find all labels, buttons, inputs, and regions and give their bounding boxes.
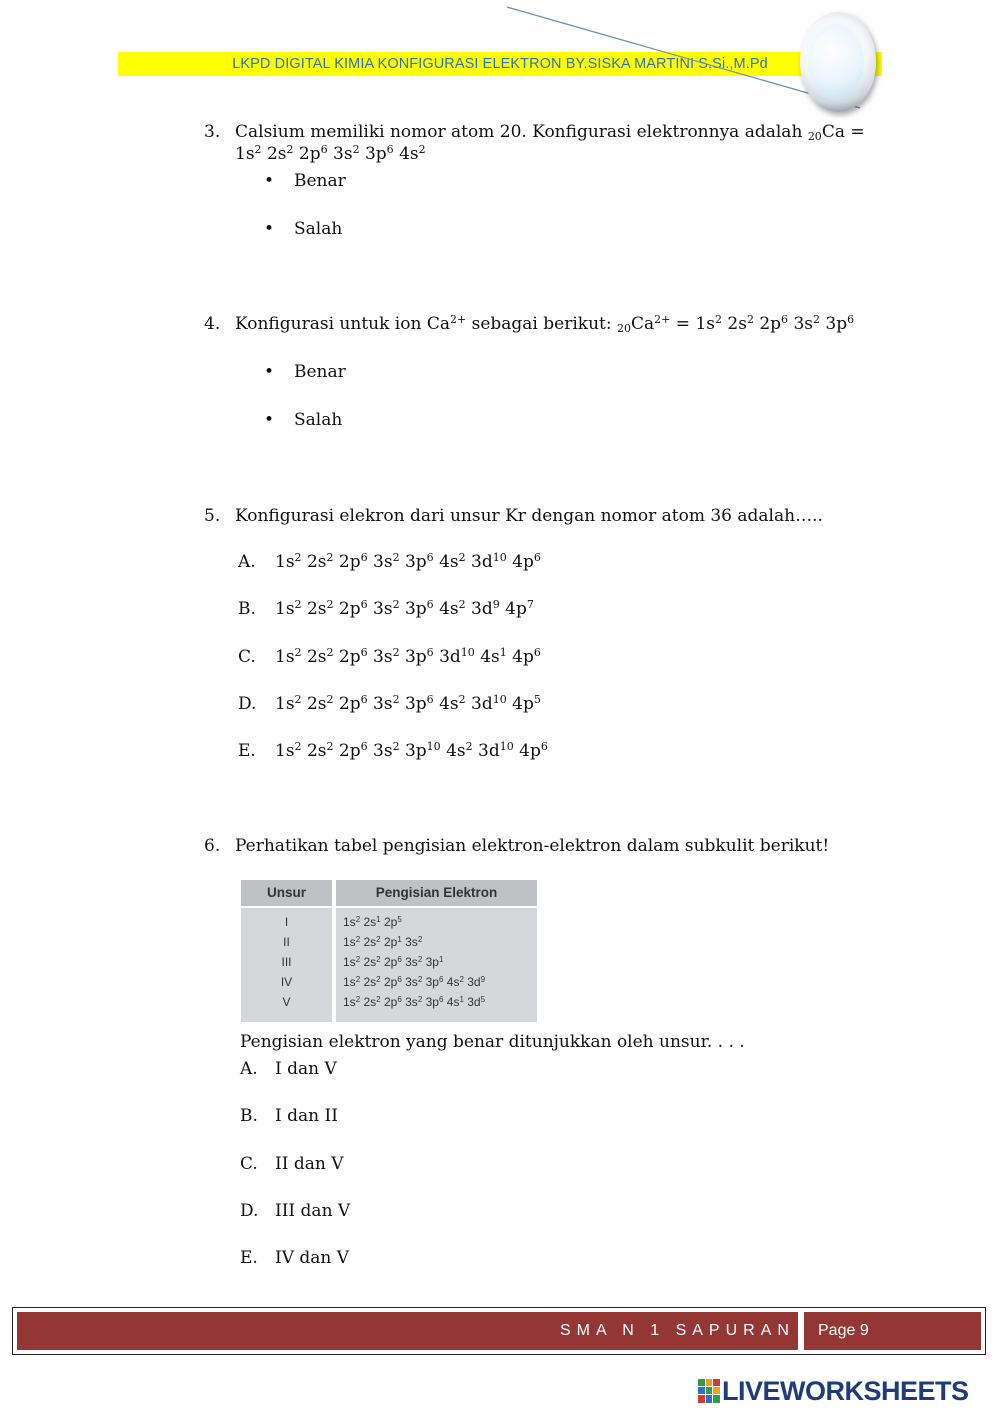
option-letter: A. [240, 1059, 258, 1079]
orbital-electron-count: 10 [460, 646, 475, 659]
orbital-label: 1s [343, 915, 356, 929]
orbital-label: 2s [363, 955, 377, 969]
option-text: III dan V [275, 1201, 351, 1221]
orbital-term [793, 314, 820, 334]
question-text: Konfigurasi untuk ion $Ca^{2+}$ sebagai berikut: $_{20}Ca^{2+} = 1s^2$ $2s^2$ $2p^6$ $3s^2$ $3p^6$ [235, 313, 855, 335]
orbital-electron-count: 2 [392, 693, 400, 706]
orbital-term [307, 599, 334, 619]
orbital-term [365, 144, 394, 164]
orbital-label: 3s [373, 647, 393, 667]
orbital-term [343, 915, 360, 929]
orbital-electron-count: 6 [438, 975, 444, 984]
orbital-label: 4s [439, 694, 459, 714]
orbital-electron-count: 2 [326, 551, 334, 564]
orbital-label: 3p [425, 995, 439, 1009]
orbital-term [439, 694, 466, 714]
orbital-label: 1s [275, 647, 295, 667]
orbital-electron-count: 10 [492, 693, 507, 706]
bullet-icon: • [264, 410, 275, 430]
option-letter: B. [240, 1106, 258, 1126]
orbital-label: 2p [383, 935, 398, 949]
orbital-term [343, 975, 360, 989]
orbital-term [505, 599, 534, 619]
orbital-electron-count: 2 [294, 646, 302, 659]
orbital-term [307, 647, 334, 667]
orbital-term [363, 935, 380, 949]
orbital-label: 2s [306, 694, 327, 714]
table-cell-configuration [343, 952, 443, 972]
orbital-term [373, 552, 400, 572]
electron-configuration [695, 314, 854, 334]
orbital-electron-count: 2 [355, 915, 361, 924]
option-letter: B. [238, 599, 256, 619]
orbital-label: 2s [363, 975, 377, 989]
orbital-electron-count: 2 [376, 935, 381, 944]
orbital-label: 3p [825, 314, 848, 334]
orbital-electron-count: 6 [360, 598, 368, 611]
orbital-label: 2s [363, 995, 377, 1009]
orbital-electron-count: 10 [492, 551, 507, 564]
orbital-electron-count: 2 [746, 313, 754, 326]
orbital-label: 2s [266, 144, 287, 164]
orbital-term [333, 144, 360, 164]
orbital-term [307, 741, 334, 761]
question-number: 6. [204, 836, 221, 856]
orbital-term [307, 694, 334, 714]
orbital-label: 4s [446, 995, 460, 1009]
footer-school-name: SMA N 1 SAPURAN [560, 1322, 795, 1339]
orbital-electron-count: 2 [294, 551, 302, 564]
orbital-electron-count: 1 [397, 935, 402, 944]
orbital-label: 4s [439, 599, 459, 619]
orbital-label: 2p [338, 694, 361, 714]
option-configuration [275, 646, 541, 668]
orbital-label: 1s [275, 599, 295, 619]
orbital-electron-count: 2 [326, 740, 334, 753]
orbital-label: 2s [363, 915, 377, 929]
orbital-electron-count: 2 [254, 143, 262, 156]
orbital-term [405, 975, 422, 989]
orbital-term [343, 995, 360, 1009]
orbital-label: 2p [383, 995, 398, 1009]
option-configuration [275, 551, 541, 573]
orbital-electron-count: 2 [326, 646, 334, 659]
orbital-term [759, 314, 788, 334]
orbital-label: 3s [405, 955, 418, 969]
orbital-electron-count: 6 [533, 551, 541, 564]
orbital-label: 4p [505, 599, 527, 619]
orbital-term [727, 314, 754, 334]
orbital-label: 3d [467, 975, 481, 989]
orbital-label: 3d [471, 552, 493, 572]
orbital-label: 2p [338, 647, 361, 667]
liveworksheets-logo-icon [698, 1379, 720, 1403]
orbital-electron-count: 6 [360, 740, 368, 753]
orbital-label: 4p [519, 741, 541, 761]
orbital-label: 2s [727, 314, 747, 334]
table-header-pengisian: Pengisian Elektron [375, 885, 498, 900]
table-cell-configuration [343, 912, 402, 932]
orbital-label: 1s [275, 552, 295, 572]
orbital-electron-count: 6 [426, 693, 434, 706]
orbital-electron-count: 2 [417, 955, 423, 964]
orbital-label: 2p [383, 975, 398, 989]
orbital-label: 2s [306, 552, 327, 572]
orbital-electron-count: 7 [526, 598, 534, 611]
orbital-term [373, 694, 400, 714]
table-cell-unsur: III [281, 955, 292, 969]
orbital-label: 2p [383, 955, 398, 969]
orbital-term [384, 995, 402, 1009]
orbital-term [339, 599, 368, 619]
orbital-term [405, 995, 422, 1009]
orbital-term [519, 741, 548, 761]
orbital-term [384, 935, 402, 949]
orbital-term [384, 955, 402, 969]
orbital-electron-count: 2 [355, 995, 361, 1004]
orbital-term [384, 975, 402, 989]
orbital-label: 4s [439, 552, 459, 572]
orbital-electron-count: 2 [459, 975, 464, 984]
orbital-term [405, 955, 422, 969]
option-configuration [275, 740, 548, 762]
orbital-electron-count: 2 [392, 598, 400, 611]
question-number: 3. [204, 122, 221, 142]
orbital-electron-count: 5 [397, 915, 402, 924]
decorative-sphere-highlight [808, 24, 864, 100]
orbital-electron-count: 6 [360, 551, 368, 564]
orbital-electron-count: 2 [458, 693, 466, 706]
orbital-label: 1s [275, 741, 295, 761]
bullet-icon: • [264, 171, 275, 191]
orbital-label: 1s [235, 144, 255, 164]
orbital-label: 2s [306, 647, 327, 667]
orbital-term [405, 741, 441, 761]
option-configuration [275, 693, 541, 715]
option-label: Salah [294, 410, 343, 430]
orbital-label: 4p [512, 647, 534, 667]
electron-filling-table [241, 880, 537, 1022]
footer-divider [798, 1312, 804, 1350]
orbital-term [235, 144, 262, 164]
orbital-term [467, 975, 485, 989]
orbital-label: 4s [399, 144, 419, 164]
orbital-label: 2p [298, 144, 321, 164]
table-header-unsur: Unsur [266, 885, 306, 900]
orbital-term [339, 694, 368, 714]
orbital-label: 4s [480, 647, 500, 667]
orbital-label: 3s [405, 975, 418, 989]
orbital-electron-count: 6 [386, 143, 394, 156]
orbital-electron-count: 6 [438, 995, 444, 1004]
orbital-term [426, 955, 444, 969]
orbital-electron-count: 2 [376, 955, 381, 964]
liveworksheets-watermark: LIVEWORKSHEETS [722, 1376, 969, 1406]
question-text: Calsium memiliki nomor atom 20. Konfigurasi elektronnya adalah $_{20}$Ca = $1s^2$ $2s^2$ $2p^6$ $3s^2$ $3p^6$ $4s^2$ [235, 122, 865, 164]
bullet-icon: • [264, 362, 275, 382]
question-number: 4. [204, 314, 221, 334]
orbital-term [363, 975, 380, 989]
orbital-term [373, 599, 400, 619]
orbital-term [275, 647, 302, 667]
orbital-electron-count: 2 [392, 646, 400, 659]
question-6-prompt [240, 1031, 745, 1053]
orbital-term [446, 741, 473, 761]
orbital-electron-count: 5 [533, 693, 541, 706]
orbital-electron-count: 2 [294, 740, 302, 753]
orbital-term [471, 599, 500, 619]
prompt-text: Pengisian elektron yang benar ditunjukkan oleh unsur. . . . [240, 1032, 745, 1052]
orbital-label: 4s [446, 975, 460, 989]
orbital-term [343, 935, 360, 949]
table-cell-configuration [343, 932, 422, 952]
option-letter: D. [238, 694, 257, 714]
orbital-label: 3d [471, 694, 493, 714]
orbital-term [447, 975, 464, 989]
option-letter: E. [240, 1248, 258, 1268]
orbital-electron-count: 6 [397, 955, 402, 964]
option-configuration [275, 598, 534, 620]
header-title: LKPD DIGITAL KIMIA KONFIGURASI ELEKTRON BY.SISKA MARTINI S.Si.,M.Pd [232, 56, 768, 72]
orbital-label: 3s [793, 314, 813, 334]
orbital-label: 3s [405, 995, 418, 1009]
orbital-term [363, 955, 380, 969]
orbital-electron-count: 1 [376, 915, 381, 924]
option-letter: A. [238, 552, 256, 572]
orbital-term [512, 647, 541, 667]
orbital-term [439, 552, 466, 572]
orbital-electron-count: 2 [465, 740, 473, 753]
orbital-label: 3s [373, 552, 393, 572]
orbital-term [480, 647, 507, 667]
orbital-electron-count: 2 [376, 975, 381, 984]
orbital-term [471, 552, 507, 572]
orbital-term [825, 314, 854, 334]
orbital-electron-count: 2 [813, 313, 820, 326]
orbital-label: 2s [306, 599, 327, 619]
orbital-term [467, 995, 485, 1009]
orbital-label: 2p [759, 314, 782, 334]
orbital-term [405, 599, 434, 619]
orbital-term [447, 995, 464, 1009]
table-cell-unsur: II [283, 935, 290, 949]
orbital-label: 3s [373, 694, 393, 714]
orbital-label: 3d [478, 741, 500, 761]
option-text: I dan II [275, 1106, 338, 1126]
orbital-electron-count: 6 [360, 646, 368, 659]
orbital-term [363, 995, 380, 1009]
orbital-term [405, 694, 434, 714]
orbital-electron-count: 2 [326, 693, 334, 706]
orbital-term [399, 144, 426, 164]
orbital-label: 1s [343, 995, 356, 1009]
orbital-electron-count: 2 [417, 995, 423, 1004]
orbital-electron-count: 2 [458, 551, 466, 564]
orbital-term [405, 935, 422, 949]
orbital-electron-count: 2 [352, 143, 360, 156]
orbital-electron-count: 6 [426, 551, 434, 564]
orbital-label: 2p [338, 599, 361, 619]
orbital-term [471, 694, 507, 714]
orbital-label: 3p [404, 599, 427, 619]
orbital-term [339, 552, 368, 572]
orbital-label: 3d [471, 599, 493, 619]
orbital-term [275, 552, 302, 572]
option-text: II dan V [275, 1154, 344, 1174]
orbital-electron-count: 6 [397, 995, 402, 1004]
table-cell-unsur: I [284, 915, 289, 929]
orbital-label: 3p [404, 647, 427, 667]
orbital-electron-count: 6 [781, 313, 789, 326]
orbital-electron-count: 1 [438, 955, 444, 964]
orbital-term [373, 647, 400, 667]
option-letter: D. [240, 1201, 259, 1221]
orbital-term [512, 694, 541, 714]
question-text: Konfigurasi elekron dari unsur Kr dengan nomor atom 36 adalah….. [235, 506, 823, 526]
question-text: Perhatikan tabel pengisian elektron-elektron dalam subkulit berikut! [235, 836, 830, 856]
orbital-label: 2s [363, 935, 377, 949]
option-text: I dan V [275, 1059, 337, 1079]
orbital-label: 3s [333, 144, 353, 164]
orbital-electron-count: 2 [458, 598, 466, 611]
orbital-electron-count: 5 [480, 995, 486, 1004]
table-cell-configuration [343, 972, 485, 992]
table-divider [336, 906, 537, 908]
table-cell-unsur: IV [280, 975, 293, 989]
orbital-electron-count: 6 [360, 693, 368, 706]
orbital-term [307, 552, 334, 572]
orbital-label: 3d [467, 995, 481, 1009]
orbital-term [439, 647, 475, 667]
orbital-electron-count: 6 [847, 313, 855, 326]
orbital-electron-count: 2 [326, 598, 334, 611]
orbital-electron-count: 1 [459, 995, 464, 1004]
orbital-label: 3s [405, 935, 418, 949]
orbital-electron-count: 10 [426, 740, 441, 753]
orbital-label: 3p [425, 955, 439, 969]
orbital-electron-count: 2 [376, 995, 381, 1004]
bullet-icon: • [264, 219, 275, 239]
orbital-term [363, 915, 380, 929]
orbital-term [405, 552, 434, 572]
orbital-electron-count: 2 [392, 551, 400, 564]
orbital-label: 4p [512, 694, 534, 714]
orbital-label: 3s [373, 599, 393, 619]
orbital-electron-count: 2 [355, 935, 361, 944]
option-letter: C. [240, 1154, 258, 1174]
orbital-term [339, 741, 368, 761]
orbital-label: 3p [404, 694, 427, 714]
orbital-electron-count: 10 [499, 740, 514, 753]
option-label: Benar [294, 362, 346, 382]
orbital-electron-count: 6 [426, 598, 434, 611]
orbital-label: 3p [364, 144, 387, 164]
orbital-electron-count: 6 [320, 143, 328, 156]
orbital-electron-count: 2 [714, 313, 722, 326]
orbital-label: 1s [343, 955, 356, 969]
table-cell-configuration [343, 992, 485, 1012]
orbital-label: 2p [338, 552, 361, 572]
orbital-electron-count: 2 [286, 143, 294, 156]
orbital-electron-count: 6 [540, 740, 548, 753]
orbital-electron-count: 2 [294, 693, 302, 706]
orbital-term [695, 314, 722, 334]
orbital-term [267, 144, 294, 164]
orbital-electron-count: 2 [355, 955, 361, 964]
orbital-electron-count: 6 [397, 975, 402, 984]
orbital-term [384, 915, 402, 929]
orbital-term [275, 741, 302, 761]
orbital-label: 4s [446, 741, 466, 761]
orbital-electron-count: 2 [294, 598, 302, 611]
orbital-term [299, 144, 328, 164]
orbital-term [275, 694, 302, 714]
orbital-label: 3p [404, 741, 427, 761]
orbital-label: 1s [695, 314, 715, 334]
orbital-electron-count: 2 [392, 740, 400, 753]
orbital-label: 2s [306, 741, 327, 761]
question-number: 5. [204, 506, 221, 526]
option-text: IV dan V [275, 1248, 350, 1268]
orbital-label: 3s [373, 741, 393, 761]
orbital-term [426, 995, 444, 1009]
orbital-term [275, 599, 302, 619]
orbital-label: 3p [425, 975, 439, 989]
orbital-label: 2p [383, 915, 398, 929]
orbital-electron-count: 1 [499, 646, 507, 659]
orbital-label: 3p [404, 552, 427, 572]
orbital-term [512, 552, 541, 572]
table-cell-unsur: V [282, 995, 291, 1009]
option-letter: C. [238, 647, 256, 667]
orbital-electron-count: 6 [533, 646, 541, 659]
orbital-electron-count: 2 [355, 975, 361, 984]
option-letter: E. [238, 741, 256, 761]
orbital-term [339, 647, 368, 667]
orbital-label: 1s [343, 935, 356, 949]
orbital-label: 4p [512, 552, 534, 572]
orbital-electron-count: 2 [417, 935, 423, 944]
option-label: Benar [294, 171, 346, 191]
orbital-electron-count: 9 [480, 975, 486, 984]
footer-page-number: Page 9 [818, 1322, 869, 1339]
orbital-term [405, 647, 434, 667]
orbital-term [373, 741, 400, 761]
orbital-term [478, 741, 514, 761]
orbital-electron-count: 2 [418, 143, 426, 156]
option-label: Salah [294, 219, 343, 239]
orbital-electron-count: 6 [426, 646, 434, 659]
orbital-label: 1s [343, 975, 356, 989]
orbital-term [439, 599, 466, 619]
orbital-electron-count: 2 [417, 975, 423, 984]
electron-configuration [235, 144, 426, 164]
orbital-label: 3d [439, 647, 461, 667]
orbital-term [426, 975, 444, 989]
orbital-term [343, 955, 360, 969]
orbital-electron-count: 9 [492, 598, 500, 611]
table-divider [241, 906, 332, 908]
orbital-label: 1s [275, 694, 295, 714]
orbital-label: 2p [338, 741, 361, 761]
